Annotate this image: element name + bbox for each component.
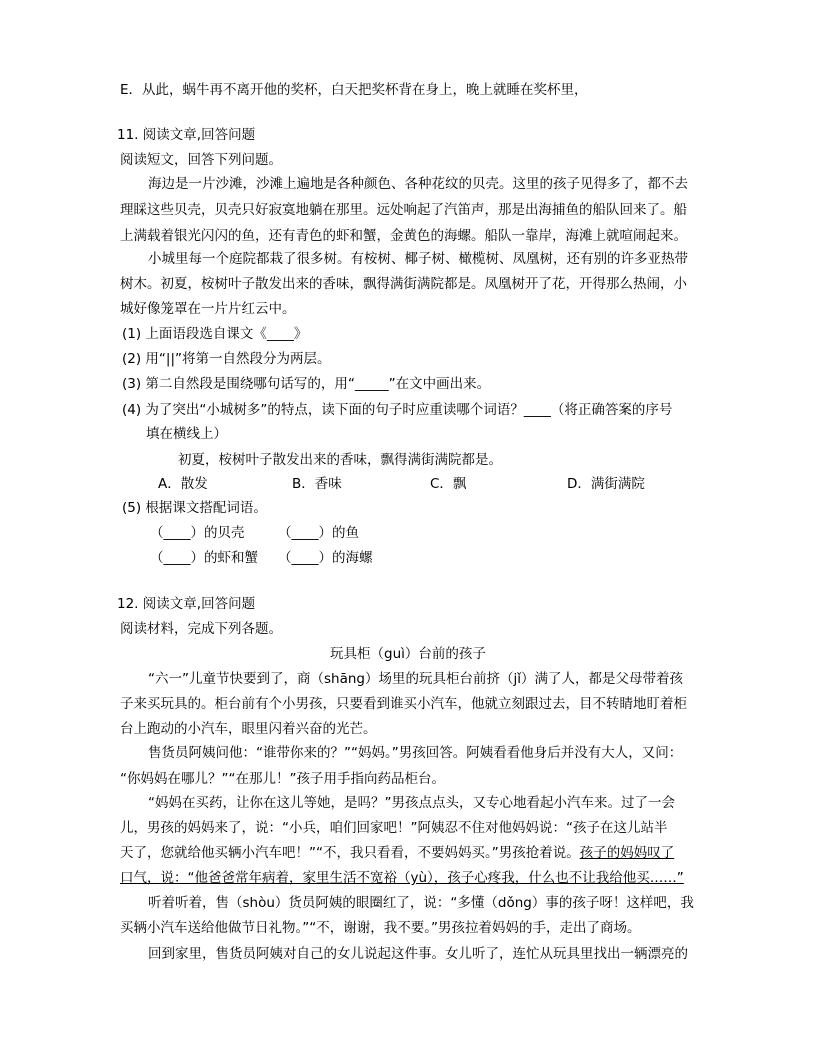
underlined-passage-line: 口气，说：“他爸爸常年病着，家里生活不宽裕（yù），孩子心疼我，什么也不让我给他买……” (120, 870, 684, 886)
passage-line: 树木。初夏，桉树叶子散发出来的香味，飘得满街满院都是。凤凰树开了花，开得那么热闹，小 (120, 276, 687, 292)
passage-line: “妈妈在买药，让你在这儿等她，是吗？”男孩点点头，又专心地看起小汽车来。过了一会 (148, 795, 675, 811)
passage-line: 售货员阿姨问他：“谁带你来的？”“妈妈。”男孩回答。阿姨看看他身后并没有大人，又问： (148, 745, 683, 761)
option-d: D．满街满院 (567, 476, 645, 492)
match-item: （____）的鱼 (278, 525, 359, 541)
passage-line: 小城里每一个庭院都栽了很多树。有桉树、椰子树、橄榄树、凤凰树，还有别的许多亚热带 (148, 251, 688, 267)
question-title (117, 126, 255, 144)
underlined-text: 孩子的妈妈叹了 (579, 845, 675, 861)
passage-line: 城好像笼罩在一片片红云中。 (120, 301, 296, 317)
sub-question-3: (3) 第二自然段是围绕哪句话写的，用“_____”在文中画出来。 (122, 376, 491, 392)
question-number: 12. (117, 596, 139, 612)
sub-question-1: (1) 上面语段选自课文《____》 (122, 326, 308, 342)
passage-line: 子来买玩具的。柜台前有个小男孩，只要看到谁买小汽车，他就立刻跟过去，目不转睛地盯着柜 (120, 696, 687, 712)
passage-line (120, 844, 674, 862)
match-item: （____）的虾和蟹 (150, 550, 258, 566)
passage-line: 海边是一片沙滩，沙滩上遍地是各种颜色、各种花纹的贝壳。这里的孩子见得多了，都不去 (148, 176, 688, 192)
sub-question-4-cont: 填在横线上） (146, 426, 227, 442)
question-heading: 阅读文章,回答问题 (142, 127, 256, 143)
question-title (117, 595, 255, 613)
passage-line: “你妈妈在哪儿？”“在那儿！”孩子用手指向药品柜台。 (120, 771, 445, 787)
passage-line: “六一”儿童节快要到了，商（shāng）场里的玩具柜台前挤（jǐ）满了人，都是父母带着孩 (148, 671, 683, 687)
question-number: 11. (117, 127, 139, 143)
passage-line: 听着听着，售（shòu）货员阿姨的眼圈红了，说：“多懂（dǒng）事的孩子呀！这样吧，我 (148, 895, 694, 911)
passage-line: 回到家里，售货员阿姨对自己的女儿说起这件事。女儿听了，连忙从玩具里找出一辆漂亮的 (148, 946, 688, 962)
passage-line: 理睬这些贝壳，贝壳只好寂寞地躺在那里。远处响起了汽笛声，那是出海捕鱼的船队回来了。船 (120, 202, 687, 218)
passage-line: 儿，男孩的妈妈来了，说：“小兵，咱们回家吧！”阿姨忍不住对他妈妈说：“孩子在这儿站半 (120, 820, 668, 836)
passage-line: 上满载着银光闪闪的鱼，还有青色的虾和蟹，金黄色的海螺。船队一靠岸，海滩上就喧闹起来。 (120, 228, 687, 244)
sub-question-4: (4) 为了突出“小城树多”的特点，读下面的句子时应重读哪个词语？____（将正确答案的序号 (122, 402, 673, 418)
match-item: （____）的海螺 (278, 550, 373, 566)
option-b: B．香味 (292, 476, 342, 492)
story-title: 玩具柜（guì）台前的孩子 (330, 646, 486, 662)
sub-question-2: (2) 用“||”将第一自然段分为两层。 (122, 351, 331, 367)
passage-line: 台上跑动的小汽车，眼里闪着兴奋的光芒。 (120, 721, 377, 737)
passage-line: 买辆小汽车送给他做节日礼物。”“不，谢谢，我不要。”男孩拉着妈妈的手，走出了商场。 (120, 920, 641, 936)
match-item: （____）的贝壳 (150, 525, 245, 541)
sub-question-5: (5) 根据课文搭配词语。 (122, 500, 267, 516)
passage-text: 天了，您就给他买辆小汽车吧！”“不，我只看看，不要妈妈买。”男孩抢着说。 (120, 845, 580, 861)
option-c: C．飘 (430, 476, 467, 492)
option-e: E．从此，蜗牛再不离开他的奖杯，白天把奖杯背在身上，晚上就睡在奖杯里， (120, 82, 588, 98)
instruction: 阅读短文，回答下列问题。 (120, 152, 282, 168)
option-a: A．散发 (158, 476, 208, 492)
q4-sentence: 初夏，桉树叶子散发出来的香味，飘得满街满院都是。 (178, 452, 502, 468)
question-heading: 阅读文章,回答问题 (142, 596, 256, 612)
instruction: 阅读材料，完成下列各题。 (120, 621, 282, 637)
